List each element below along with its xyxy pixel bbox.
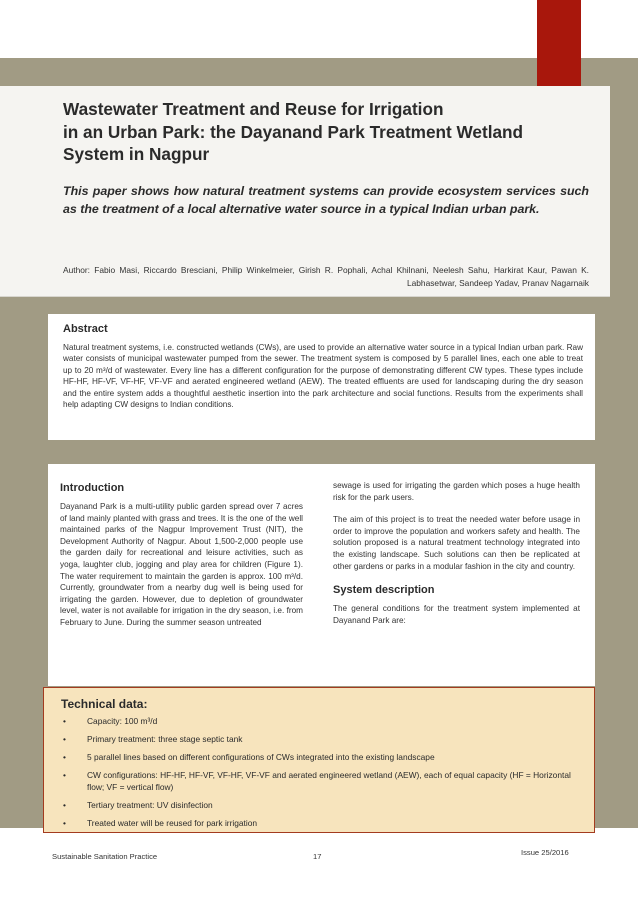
paper-subtitle: This paper shows how natural treatment systems can provide ecosystem services such as the treatment of a local alternative water source in a typical Indian urban park.: [63, 184, 589, 216]
list-item: [63, 734, 583, 746]
bullet-icon: •: [63, 770, 66, 781]
accent-tab: [537, 0, 581, 86]
list-item: [63, 800, 583, 812]
list-item: [63, 818, 583, 830]
abstract-heading: Abstract: [63, 323, 108, 335]
list-item: [63, 770, 583, 793]
column-left: [60, 481, 303, 640]
technical-data-heading: Technical data:: [61, 697, 148, 711]
bullet-icon: •: [63, 799, 66, 810]
paper-title: [63, 98, 583, 166]
abstract-body: Natural treatment systems, i.e. constructed wetlands (CWs), are used to provide an alternative water source in a typical Indian urban park. Raw water consists of municipal wastewater pumped from the sewer. The treatment system is composed by 5 parallel lines, each one able to treat up to 20 m³/d of wastewater. Every line has a different configuration for the purpose of demonstrating different CW types. These types include HF-HF, HF-VF, VF-HF, VF-VF and aerated engineered wetland (AEW). The treated effluents are used for landscaping during the dry season and the entire system adds a thoughtful aesthetic insertion into the park architecture and social functions. Results from the experiments shall help adapting CW designs to Indian conditions.: [63, 343, 583, 410]
bottom-margin: [0, 828, 638, 903]
bullet-icon: •: [63, 734, 66, 745]
author-list: Author: Fabio Masi, Riccardo Bresciani, Philip Winkelmeier, Girish R. Pophali, Achal Khilnani, Neelesh Sahu, Harkirat Kaur, Pawan K. Labhasetwar, Sandeep Yadav, Pranav Nagarnaik: [63, 265, 589, 288]
issue-number: Issue 25/2016: [521, 848, 569, 857]
bullet-icon: •: [63, 752, 66, 763]
introduction-continuation: sewage is used for irrigating the garden which poses a huge health risk for the park users.: [333, 481, 580, 502]
column-right: [333, 480, 580, 637]
technical-data-list: [63, 716, 583, 836]
introduction-paragraph: Dayanand Park is a multi-utility public garden spread over 7 acres of land mainly planted with grass and trees. It is the one of the well maintained parks of the Nagpur Improvement Trust (NIT), the Development Authority of Nagpur. About 1,500-2,000 people use the garden daily for recreational and leisure activities, such as yoga, laughter club, jogging and play area for children (Figure 1). The water requirement to maintain the garden is approx. 100 m³/d. Currently, groundwater from a nearby dug well is being used for irrigating the garden. However, due to depletion of groundwater level, water is not available for irrigation in the dry season, i.e. from February to June. During the summer season untreated: [60, 502, 303, 627]
introduction-heading: Introduction: [60, 482, 125, 494]
journal-name: Sustainable Sanitation Practice: [52, 852, 158, 861]
bullet-icon: •: [63, 716, 66, 726]
list-item: [63, 752, 583, 764]
list-item-text: Capacity: 100 m³/d: [87, 716, 158, 726]
title-line: System in Nagpur: [63, 144, 210, 164]
list-item-text: Treated water will be reused for park irrigation: [87, 817, 258, 828]
page-number: 17: [313, 852, 322, 861]
list-item-text: 5 parallel lines based on different configurations of CWs integrated into the existing landscape: [87, 752, 435, 763]
project-aim-paragraph: The aim of this project is to treat the needed water before usage in order to improve the population and workers safety and health. The solution proposed is a natural treatment technology integrated into the existing landscape. Such solutions can then be replicated at other gardens or parks in a modular fashion in the city and country.: [333, 515, 580, 571]
system-description-heading: System description: [333, 584, 435, 597]
list-item-text: Primary treatment: three stage septic tank: [87, 734, 243, 745]
list-item-text: CW configurations: HF-HF, HF-VF, VF-HF, VF-VF and aerated engineered wetland (AEW), each of equal capacity (HF = Horizontal flow; VF = vertical flow): [87, 770, 571, 792]
title-line: in an Urban Park: the Dayanand Park Treatment Wetland: [63, 121, 524, 142]
system-description-body: The general conditions for the treatment system implemented at Dayanand Park are:: [333, 604, 580, 625]
title-line: Wastewater Treatment and Reuse for Irrigation: [63, 99, 444, 119]
list-item: [63, 716, 583, 728]
list-item-text: Tertiary treatment: UV disinfection: [87, 799, 213, 810]
bullet-icon: •: [63, 817, 66, 828]
